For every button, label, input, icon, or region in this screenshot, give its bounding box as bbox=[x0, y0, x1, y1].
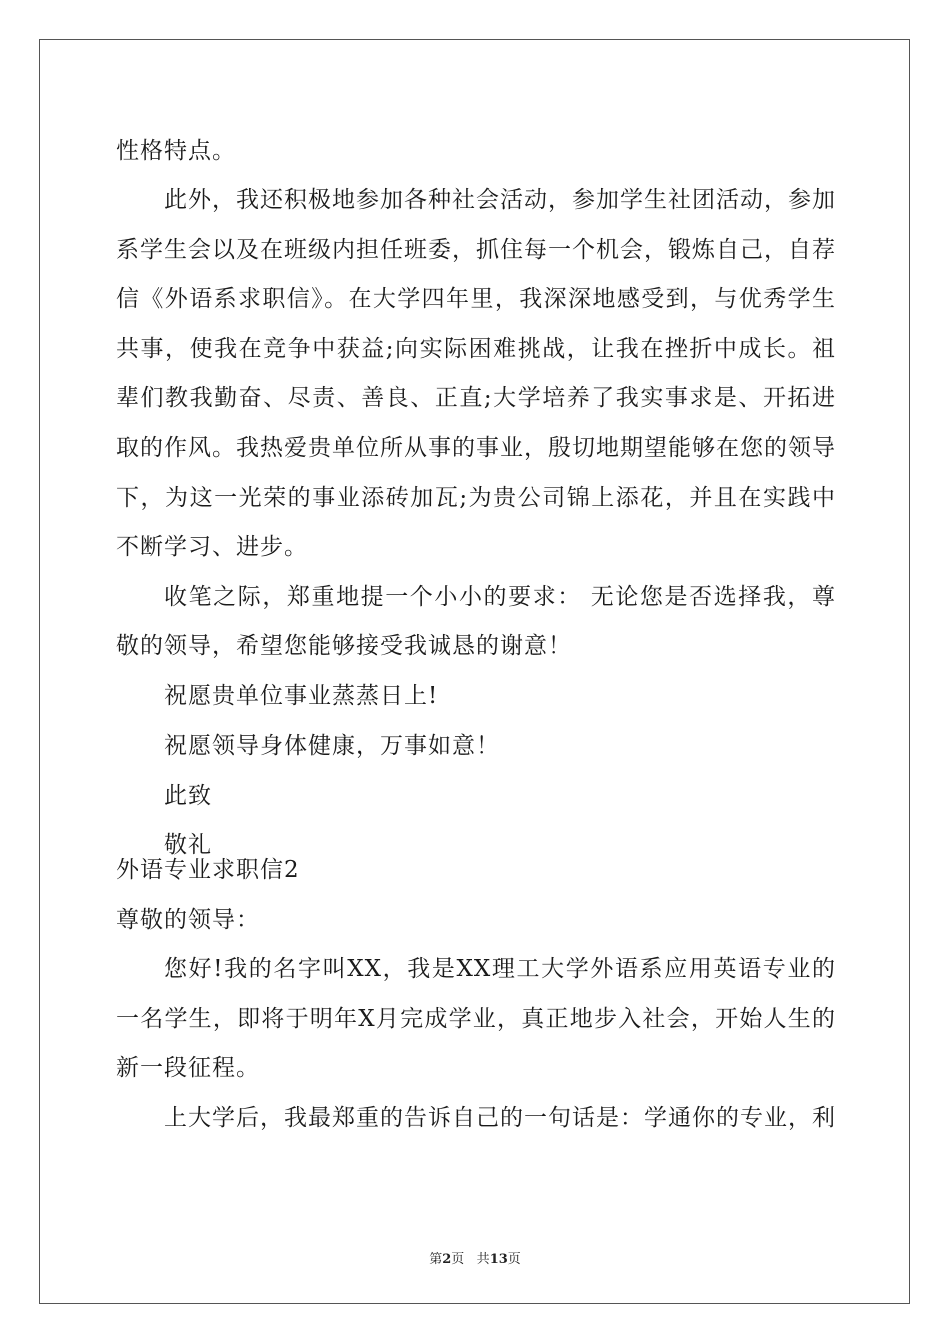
text-line: 敬的领导，希望您能够接受我诚恳的谢意！ bbox=[116, 633, 572, 659]
text-line: 系学生会以及在班级内担任班委，抓住每一个机会，锻炼自己，自荐 bbox=[116, 237, 836, 263]
text-line: 新一段征程。 bbox=[116, 1055, 260, 1081]
page-number: 2 bbox=[442, 1252, 452, 1267]
text-line: 祝愿贵单位事业蒸蒸日上! bbox=[164, 683, 439, 709]
total-pages: 13 bbox=[489, 1252, 508, 1267]
text-line: 此外，我还积极地参加各种社会活动，参加学生社团活动，参加 bbox=[164, 187, 836, 213]
text-line: 性格特点。 bbox=[116, 138, 236, 164]
text-line: 取的作风。我热爱贵单位所从事的事业，殷切地期望能够在您的领导 bbox=[116, 435, 836, 461]
text-line: 上大学后，我最郑重的告诉自己的一句话是：学通你的专业，利 bbox=[164, 1105, 836, 1131]
text-line: 一名学生，即将于明年X月完成学业，真正地步入社会，开始人生的 bbox=[116, 1006, 836, 1032]
page-prefix: 第 bbox=[429, 1252, 443, 1267]
page-footer bbox=[0, 1248, 950, 1267]
text-line: 信《外语系求职信》。在大学四年里，我深深地感受到，与优秀学生 bbox=[116, 286, 836, 312]
total-suffix: 页 bbox=[507, 1252, 521, 1267]
text-line: 您好!我的名字叫XX，我是XX理工大学外语系应用英语专业的 bbox=[164, 956, 836, 982]
text-line: 不断学习、进步。 bbox=[116, 534, 308, 560]
text-line: 祝愿领导身体健康，万事如意！ bbox=[164, 733, 500, 759]
salutation: 尊敬的领导： bbox=[116, 907, 260, 933]
text-line: 此致 bbox=[164, 783, 212, 809]
text-line: 下，为这一光荣的事业添砖加瓦;为贵公司锦上添花，并且在实践中 bbox=[116, 485, 836, 511]
section-heading: 外语专业求职信2 bbox=[116, 857, 300, 883]
page-suffix: 页 bbox=[451, 1252, 465, 1267]
text-line: 收笔之际，郑重地提一个小小的要求： 无论您是否选择我，尊 bbox=[164, 584, 836, 610]
text-line: 敬礼 bbox=[164, 832, 212, 858]
total-prefix: 共 bbox=[476, 1252, 490, 1267]
text-line: 共事，使我在竞争中获益;向实际困难挑战，让我在挫折中成长。祖 bbox=[116, 336, 836, 362]
text-line: 辈们教我勤奋、尽责、善良、正直;大学培养了我实事求是、开拓进 bbox=[116, 385, 836, 411]
